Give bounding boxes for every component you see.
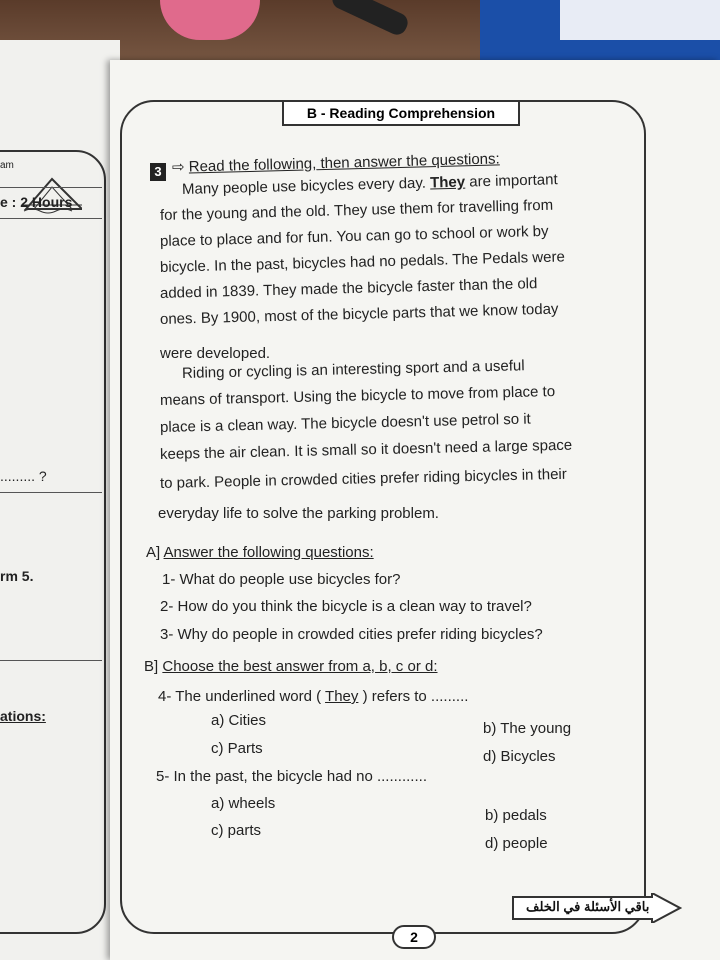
- arrow-icon: ⇨: [171, 158, 185, 176]
- question-5-stem: 5- In the past, the bicycle had no ............: [156, 768, 427, 785]
- passage-line: ones. By 1900, most of the bicycle parts that we know today: [159, 300, 559, 328]
- passage-line: means of transport. Using the bicycle to move from place to: [159, 383, 556, 409]
- question-2: 2- How do you think the bicycle is a clean way to travel?: [160, 598, 532, 615]
- passage-line: place is a clean way. The bicycle doesn't use petrol so it: [159, 410, 531, 436]
- q5-option-b: b) pedals: [485, 807, 547, 824]
- passage-line: place to place and for fun. You can go to school or work by: [159, 222, 549, 250]
- logo-text: am: [0, 160, 14, 171]
- passage-line: keeps the air clean. It is small so it doesn't need a large space: [159, 436, 573, 463]
- page-number: 2: [392, 925, 436, 949]
- exam-duration: e : 2 Hours: [0, 194, 73, 210]
- passage-text: are important: [464, 171, 558, 191]
- previous-page-frame: [0, 150, 106, 934]
- q4-option-c: c) Parts: [211, 740, 263, 757]
- notebook-page: [560, 0, 720, 40]
- stem-text: ) refers to .........: [358, 688, 469, 705]
- section-title: B - Reading Comprehension: [282, 100, 520, 126]
- part-a-prefix: A]: [146, 544, 161, 561]
- divider: [0, 492, 102, 493]
- part-a-heading: [146, 544, 374, 561]
- divider: [0, 218, 102, 219]
- part-a-title: Answer the following questions:: [163, 544, 374, 561]
- previous-page: [0, 40, 120, 960]
- passage-line: bicycle. In the past, bicycles had no pedals. The Pedals were: [159, 248, 566, 276]
- q5-option-a: a) wheels: [211, 795, 276, 812]
- stem-text: 4- The underlined word (: [158, 688, 326, 705]
- passage-line: for the young and the old. They use them for travelling from: [159, 196, 554, 224]
- divider: [0, 660, 102, 661]
- q4-option-b: b) The young: [483, 720, 572, 737]
- part-b-title: Choose the best answer from a, b, c or d:: [162, 658, 438, 675]
- passage-line: added in 1839. They made the bicycle faster than the old: [159, 275, 538, 302]
- stem-underlined: They: [325, 688, 359, 705]
- continue-on-back-text: باقي الأسئلة في الخلف: [526, 899, 650, 914]
- underlined-word: They: [429, 173, 466, 192]
- passage-text: Many people use bicycles every day.: [181, 174, 431, 198]
- q5-option-c: c) parts: [211, 822, 262, 839]
- question-dots: ......... ?: [0, 468, 47, 484]
- question-1: 1- What do people use bicycles for?: [162, 571, 401, 588]
- form-text: rm 5.: [0, 568, 34, 584]
- question-number: 3: [150, 163, 166, 181]
- q4-option-d: d) Bicycles: [483, 748, 556, 765]
- passage-line: to park. People in crowded cities prefer riding bicycles in their: [159, 465, 567, 492]
- question-3: 3- Why do people in crowded cities prefer riding bicycles?: [160, 626, 543, 643]
- passage-line: Riding or cycling is an interesting sport and a useful: [181, 357, 525, 382]
- divider: [0, 187, 102, 188]
- passage-line: everyday life to solve the parking problem.: [158, 505, 439, 522]
- passage-line: were developed.: [160, 345, 271, 362]
- q4-option-a: a) Cities: [211, 712, 267, 729]
- question-4-stem: [158, 688, 468, 705]
- question-instruction: Read the following, then answer the questions:: [188, 150, 500, 176]
- part-b-prefix: B]: [144, 658, 159, 675]
- q5-option-d: d) people: [485, 835, 548, 852]
- instructions-label: ations:: [0, 708, 46, 724]
- part-b-heading: [144, 658, 438, 675]
